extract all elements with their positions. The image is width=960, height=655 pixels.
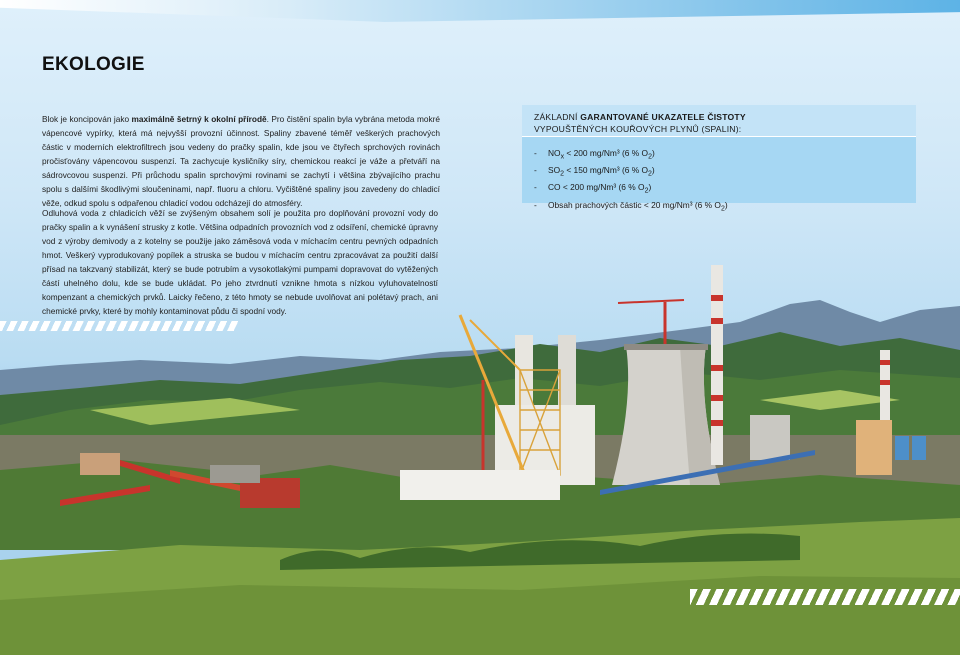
grey-building-1: [210, 465, 260, 483]
top-decor-band: [0, 0, 960, 22]
intro-highlight: maximálně šetrný k okolní přírodě: [131, 114, 267, 124]
intro-body: . Pro čistění spalin byla vybrána metoda mokré vápencové vypírky, která má nejvyšší provozní účinnost. Spaliny zbavené téměř veškerých prachových částic v moderních elektrofiltrech jsou vedeny do pračky spalin, kde jsou ve čtyřech sprchových rovinách pročisťovány vápencovou suspenzí. Ta zachycuje kysličníky síry, chemickou reakcí je váže a přetváří na sádrovcovou suspenzi. Při průchodu spalin sprchovými rovinami se zachytí i většina zbývajícího prachu spolu s dalšími škodlivými sloučeninami, např. fluoru a chloru. Vyčištěné spaliny jsou zavedeny do chladicí věže, odkud spolu s odpařenou chladicí vodou odcházejí do atmosféry.: [42, 114, 440, 208]
intro-paragraph: [42, 112, 440, 210]
waste-water-text: Odluhová voda z chladicích věží se zvýšeným obsahem solí je použita pro doplňování provozní vody do pračky spalin a k vynášení strusky z kotle. Většina odpadních provozních vod z odsíření, chemické úpravny vod z výroby demivody a z kotelny se použije jako záměsová voda v míchacím centru pevných odpadních hmot. Veškerý vyprodukovaný popílek a struska se budou v míchacím centru zpracovávat za použití další přísad na takzvaný stabilizát, který se bude potrubím a vysokotlakými pumpami dopravovat do vytěžených částí uhelného dolu, kde se bude ukládat. Po jeho ztvrdnutí vznikne hmota s nízkou vyluhovatelností kompenzant a chemických prvků. Laicky řečeno, z této hmoty se nebude uvolňovat ani polétavý prach, ani chemické prvky, které by mohly kontaminovat půdu či spodní vody.: [42, 208, 438, 316]
heading-bold: GARANTOVANÉ UKAZATELE ČISTOTY: [580, 112, 746, 122]
crane-red-jib: [618, 300, 684, 303]
grey-building-3: [400, 470, 560, 500]
tank-blue-2: [912, 436, 926, 460]
cooling-tower-rim: [624, 344, 708, 350]
heading-line2: VYPOUŠTĚNÝCH KOUŘOVÝCH PLYNŮ (SPALIN):: [534, 124, 742, 134]
tank-blue-1: [895, 436, 909, 460]
emission-limits-box: [522, 105, 916, 213]
stripe-decor-right: [690, 589, 960, 605]
limit-item-dust: - Obsah prachových částic < 20 mg/Nm³ (6 % $O_2$): [534, 199, 728, 213]
red-building-1: [80, 453, 120, 475]
limit-item-co: - CO < 200 mg/Nm³ (6 % $O_2$): [534, 182, 652, 196]
limit-item-nox: - $NO_x < 200$ mg/Nm³ (6 % $O_2$): [534, 148, 655, 161]
emission-limits-list: [522, 137, 916, 216]
emission-limits-heading: [522, 105, 916, 137]
page-title: EKOLOGIE: [42, 54, 145, 75]
heading-prefix: ZÁKLADNÍ: [534, 112, 581, 122]
limit-item-so2: - $SO_2 < 150$ mg/Nm³ (6 % $O_2$): [534, 165, 655, 178]
grey-building-2: [750, 415, 790, 460]
silo-orange: [856, 420, 892, 475]
intro-lead: Blok je koncipován jako: [42, 114, 132, 124]
